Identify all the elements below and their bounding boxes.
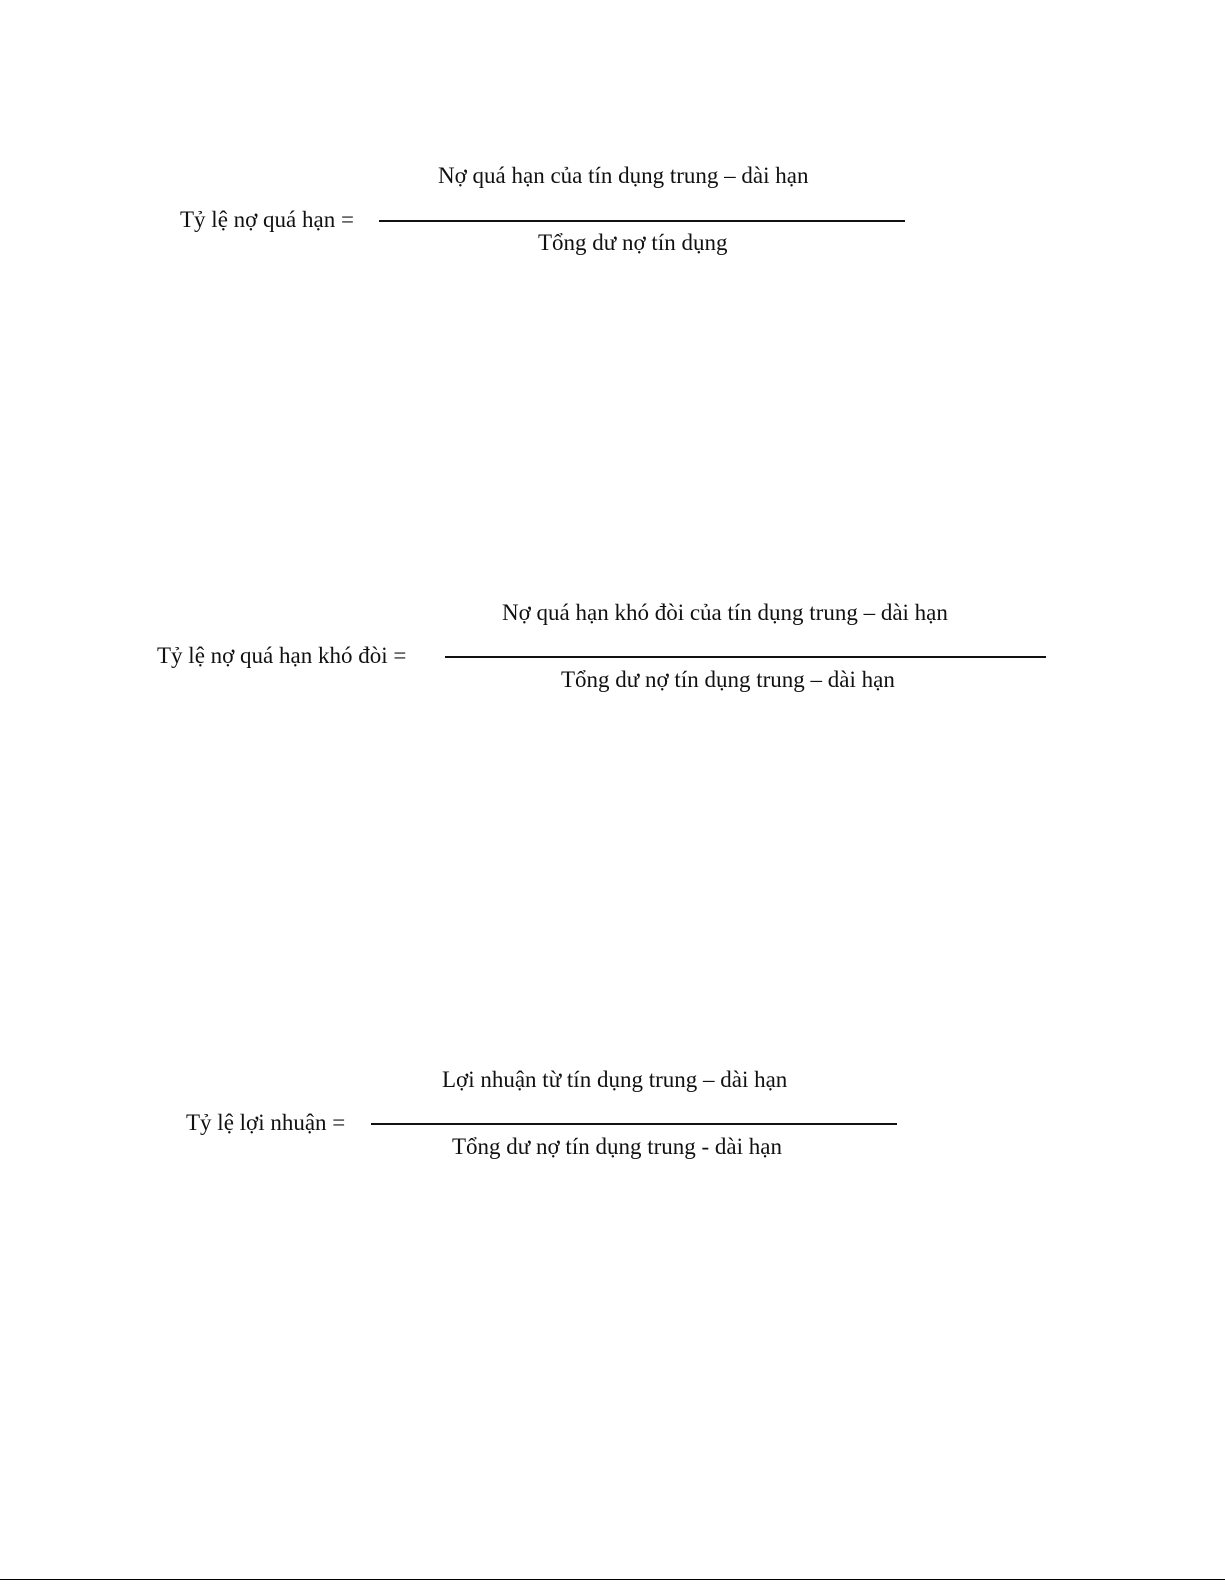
fraction-bar bbox=[371, 1123, 897, 1125]
formula-label: Tỷ lệ nợ quá hạn khó đòi = bbox=[157, 643, 407, 668]
formula-denominator: Tổng dư nợ tín dụng bbox=[538, 230, 728, 255]
formula-label: Tỷ lệ nợ quá hạn = bbox=[180, 207, 354, 232]
formula-label: Tỷ lệ lợi nhuận = bbox=[186, 1110, 346, 1135]
formula-numerator: Nợ quá hạn khó đòi của tín dụng trung – dài hạn bbox=[502, 600, 948, 625]
formula-numerator: Lợi nhuận từ tín dụng trung – dài hạn bbox=[442, 1067, 788, 1092]
fraction-bar bbox=[379, 220, 905, 222]
formula-numerator: Nợ quá hạn của tín dụng trung – dài hạn bbox=[438, 163, 809, 188]
fraction-bar bbox=[445, 656, 1046, 658]
formula-denominator: Tổng dư nợ tín dụng trung – dài hạn bbox=[561, 667, 895, 692]
formula-denominator: Tổng dư nợ tín dụng trung - dài hạn bbox=[452, 1134, 782, 1159]
